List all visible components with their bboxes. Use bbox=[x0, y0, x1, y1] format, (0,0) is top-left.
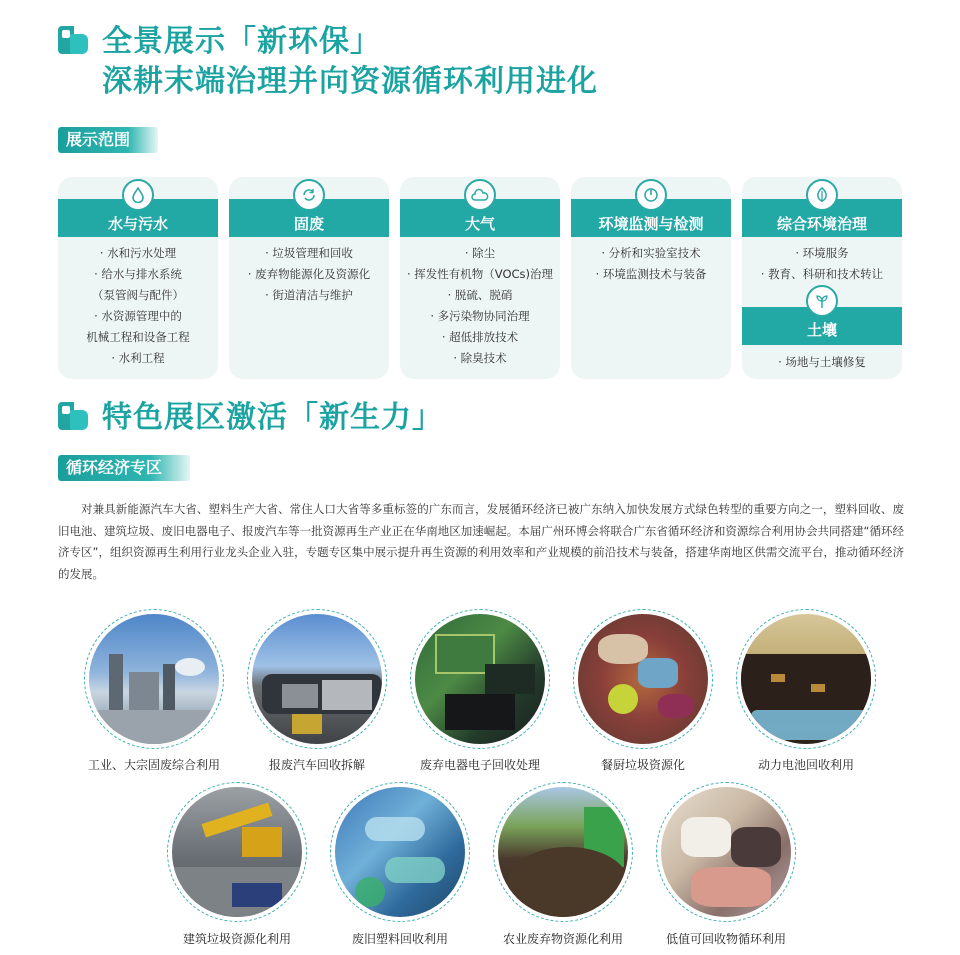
photo-industrial-plant bbox=[84, 609, 224, 749]
section1-header bbox=[58, 22, 598, 102]
photo-scrap-cars bbox=[247, 609, 387, 749]
list-item: · 垃圾管理和回收 bbox=[265, 246, 353, 260]
list-item: · 街道清洁与维护 bbox=[265, 288, 353, 302]
photo-caption: 餐厨垃圾资源化 bbox=[600, 758, 685, 772]
photo-compost-pile bbox=[493, 782, 633, 922]
list-item: · 超低排放技术 bbox=[441, 330, 519, 344]
card-items bbox=[229, 243, 389, 306]
photo-caption: 废旧塑料回收利用 bbox=[351, 932, 448, 946]
card-items bbox=[742, 352, 902, 373]
card-title: 综合环境治理 bbox=[742, 199, 902, 237]
photo-battery-conveyor bbox=[736, 609, 876, 749]
list-item: · 水和污水处理 bbox=[99, 246, 177, 260]
section1-title-line1: 全景展示「新环保」 bbox=[102, 24, 381, 59]
photo-excavator-debris bbox=[167, 782, 307, 922]
card-items bbox=[571, 243, 731, 285]
list-item: · 环境监测技术与装备 bbox=[595, 267, 707, 281]
photo-caption: 低值可回收物循环利用 bbox=[665, 932, 786, 946]
list-item: · 废弃物能源化及资源化 bbox=[247, 267, 371, 281]
card-items bbox=[742, 243, 902, 285]
card-title: 大气 bbox=[400, 199, 560, 237]
circular-economy-tag: 循环经济专区 bbox=[58, 455, 190, 481]
list-item: · 环境服务 bbox=[795, 246, 849, 260]
card-items bbox=[400, 243, 560, 369]
list-item: · 分析和实验室技术 bbox=[601, 246, 701, 260]
photo-plastic-bottles bbox=[330, 782, 470, 922]
card-air bbox=[400, 177, 560, 379]
intro-paragraph: 对兼具新能源汽车大省、塑料生产大省、常住人口大省等多重标签的广东而言，发展循环经济已被广东纳入加快发展方式绿色转型的重要方向之一，塑料回收、废旧电池、建筑垃圾、废旧电器电子、报废汽车等一批资源再生产业正在华南地区加速崛起。本届广州环博会将联合广东省循环经济和资源综合利用协会共同搭建“循环经济专区”，组织资源再生利用行业龙头企业入驻，专题专区集中展示提升再生资源的利用效率和产业规模的前沿技术与装备，搭建华南地区供需交流平台，推动循环经济的发展。 bbox=[58, 502, 904, 581]
list-item: · 水利工程 bbox=[111, 351, 165, 365]
list-item: · 挥发性有机物（VOCs)治理 bbox=[406, 267, 554, 281]
section1-title-line2: 深耕末端治理并向资源循环利用进化 bbox=[102, 64, 598, 99]
list-item: （泵管阀与配件） bbox=[92, 288, 184, 302]
card-water bbox=[58, 177, 218, 379]
photo-food-waste bbox=[573, 609, 713, 749]
photo-caption: 报废汽车回收拆解 bbox=[268, 758, 365, 772]
list-item: · 多污染物协同治理 bbox=[430, 309, 530, 323]
scope-cards bbox=[58, 177, 902, 379]
photo-caption: 农业废弃物资源化利用 bbox=[502, 932, 623, 946]
card-title: 固废 bbox=[229, 199, 389, 237]
section2-header bbox=[58, 398, 443, 438]
card-solid-waste bbox=[229, 177, 389, 379]
card-title: 水与污水 bbox=[58, 199, 218, 237]
sprout-icon bbox=[806, 285, 838, 317]
photo-caption: 废弃电器电子回收处理 bbox=[419, 758, 540, 772]
cloud-icon bbox=[464, 179, 496, 211]
card-items bbox=[58, 243, 218, 369]
list-item: · 给水与排水系统 bbox=[94, 267, 182, 281]
card-monitoring bbox=[571, 177, 731, 379]
list-item: · 除尘 bbox=[464, 246, 496, 260]
list-item: 机械工程和设备工程 bbox=[86, 330, 190, 344]
water-drop-icon bbox=[122, 179, 154, 211]
list-item: · 场地与土壤修复 bbox=[778, 355, 866, 369]
list-item: · 除臭技术 bbox=[453, 351, 507, 365]
card-integrated bbox=[742, 177, 902, 379]
list-item: · 脱硫、脱硝 bbox=[447, 288, 513, 302]
card-title: 环境监测与检测 bbox=[571, 199, 731, 237]
section-bullet-icon bbox=[58, 402, 88, 430]
photo-caption: 工业、大宗固废综合利用 bbox=[87, 758, 220, 772]
section-bullet-icon bbox=[58, 26, 88, 54]
photo-caption: 动力电池回收利用 bbox=[757, 758, 854, 772]
leaf-icon bbox=[806, 179, 838, 211]
section2-title: 特色展区激活「新生力」 bbox=[102, 400, 443, 435]
list-item: · 教育、科研和技术转让 bbox=[760, 267, 884, 281]
scope-tag: 展示范围 bbox=[58, 127, 158, 153]
recycle-icon bbox=[293, 179, 325, 211]
card-title-soil: 土壤 bbox=[742, 307, 902, 345]
list-item: · 水资源管理中的 bbox=[94, 309, 182, 323]
photo-circuit-boards bbox=[410, 609, 550, 749]
photo-textile-waste bbox=[656, 782, 796, 922]
photo-caption: 建筑垃圾资源化利用 bbox=[182, 932, 291, 946]
gauge-icon bbox=[635, 179, 667, 211]
